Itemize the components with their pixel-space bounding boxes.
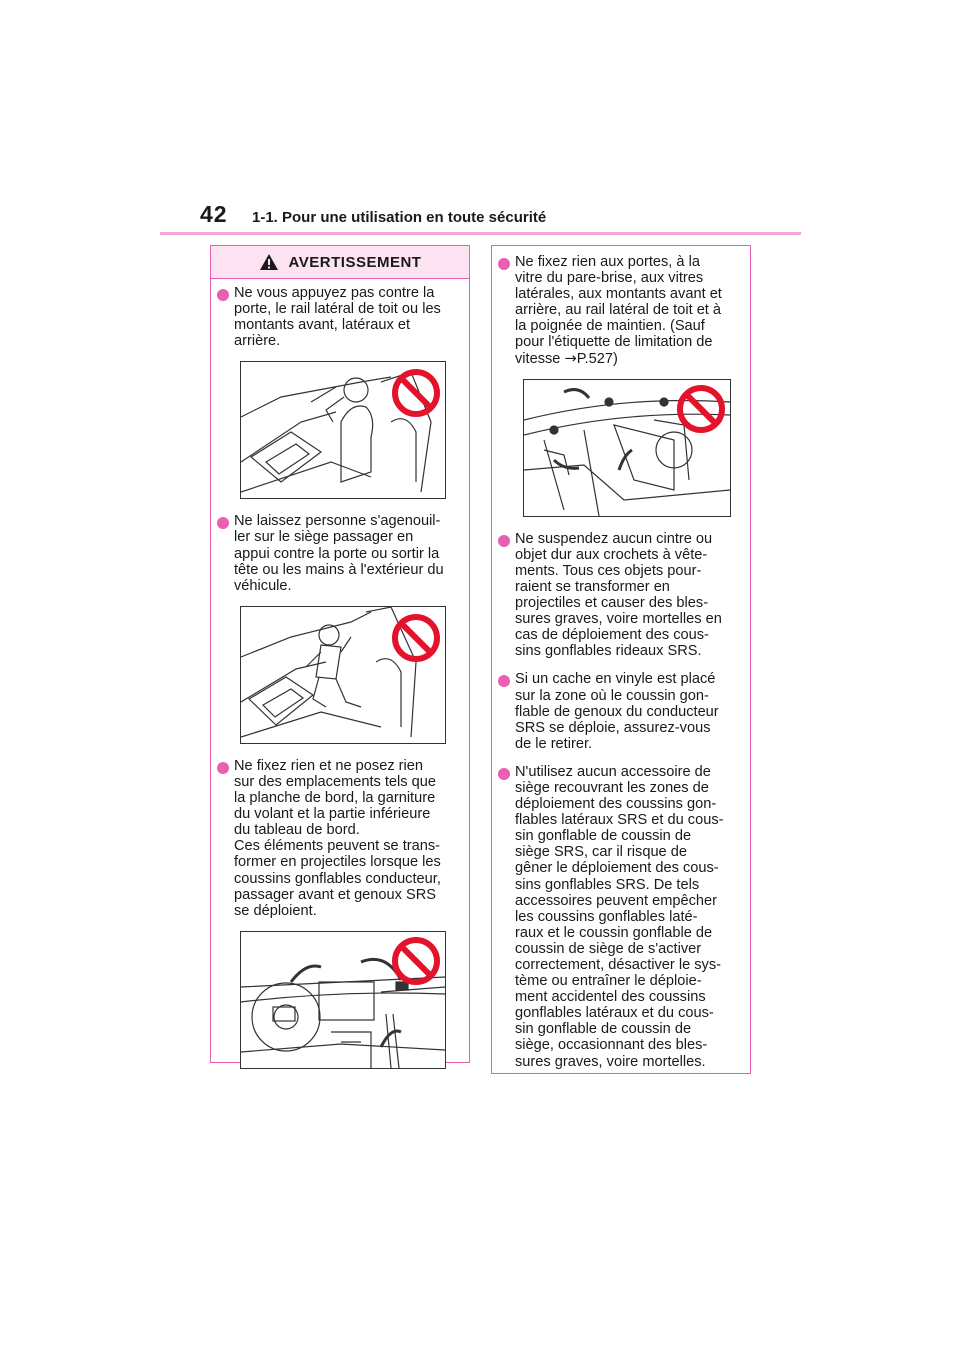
item-text: Ne suspendez aucun cintre ou objet dur aux crochets à vête- ments. Tous ces objets pour- raient se transformer en projectiles et causer des bles- sures graves, voire mortelles en cas de déploiement des cous- sins gonflables rideaux SRS. xyxy=(515,530,722,660)
list-item xyxy=(498,531,742,660)
bullet-icon xyxy=(498,535,510,547)
bullet-icon xyxy=(217,517,229,529)
prohibition-icon xyxy=(391,368,441,418)
prohibition-icon xyxy=(391,936,441,986)
list-item xyxy=(498,254,742,367)
bullet-icon xyxy=(498,258,510,270)
illustration-kneeling-passenger xyxy=(240,606,446,744)
list-item xyxy=(498,764,742,1070)
bullet-icon xyxy=(217,762,229,774)
page-number: 42 xyxy=(200,201,228,227)
item-text: Ne fixez rien et ne posez rien sur des emplacements tels que la planche de bord, la garniture du volant et la partie inférieure du tableau de bord. Ces éléments peuvent se trans- former en projectiles lorsque les coussins gonflables conducteur, passager avant et genoux SRS se déploient. xyxy=(234,757,441,919)
list-item xyxy=(498,671,742,751)
bullet-icon xyxy=(498,768,510,780)
item-text: Ne vous appuyez pas contre la porte, le rail latéral de toit ou les montants avant, latéraux et arrière. xyxy=(234,285,441,350)
bullet-icon xyxy=(217,289,229,301)
warning-box-right xyxy=(491,245,751,1074)
list-item xyxy=(217,758,461,919)
item-text: Si un cache en vinyle est placé sur la zone où le coussin gon- flable de genoux du conducteur SRS se déploie, assurez-vous de le retirer. xyxy=(515,671,719,752)
header-divider xyxy=(160,232,801,235)
prohibition-icon xyxy=(676,384,726,434)
page-reference[interactable]: P.527) xyxy=(576,350,618,367)
list-item xyxy=(217,513,461,593)
item-text: Ne laissez personne s'agenouil- ler sur le siège passager en appui contre la porte ou sortir la tête ou les mains à l'extérieur du véhicule. xyxy=(234,513,444,594)
illustration-dashboard-objects xyxy=(240,931,446,1069)
list-item xyxy=(217,285,461,349)
page-reference-arrow: → xyxy=(564,349,577,367)
item-text-body: Ne fixez rien aux portes, à la vitre du pare-brise, aux vitres latérales, aux montants avant et arrière, au rail latéral de toit et à la poignée de maintien. (Sauf pour l'étiquette de limitation de vitesse xyxy=(515,254,722,367)
item-text xyxy=(515,254,722,367)
warning-triangle-icon xyxy=(259,253,279,271)
warning-box-left xyxy=(210,245,470,1063)
warning-title: AVERTISSEMENT xyxy=(288,253,422,271)
section-title: 1-1. Pour une utilisation en toute sécurité xyxy=(252,209,547,226)
bullet-icon xyxy=(498,675,510,687)
warning-header xyxy=(211,246,469,279)
prohibition-icon xyxy=(391,613,441,663)
illustration-leaning-on-door xyxy=(240,361,446,499)
illustration-interior-attachments xyxy=(523,379,731,517)
item-text: N'utilisez aucun accessoire de siège recouvrant les zones de déploiement des coussins gon- flables latéraux SRS et du cous- sin gonflable de coussin de siège SRS, car il risque de gêner le déploiement des cous- sins gonflables SRS. De tels accessoires peuvent empêcher les coussins gonflables laté- raux et le coussin gonflable de coussin de siège de s'activer correctement, désactiver le sys- tème ou entraîner le déploie- ment accidentel des coussins gonflables latéraux et du cous- sin gonflable de coussin de siège, occasionnant des bles- sures graves, voire mortelles. xyxy=(515,763,724,1070)
